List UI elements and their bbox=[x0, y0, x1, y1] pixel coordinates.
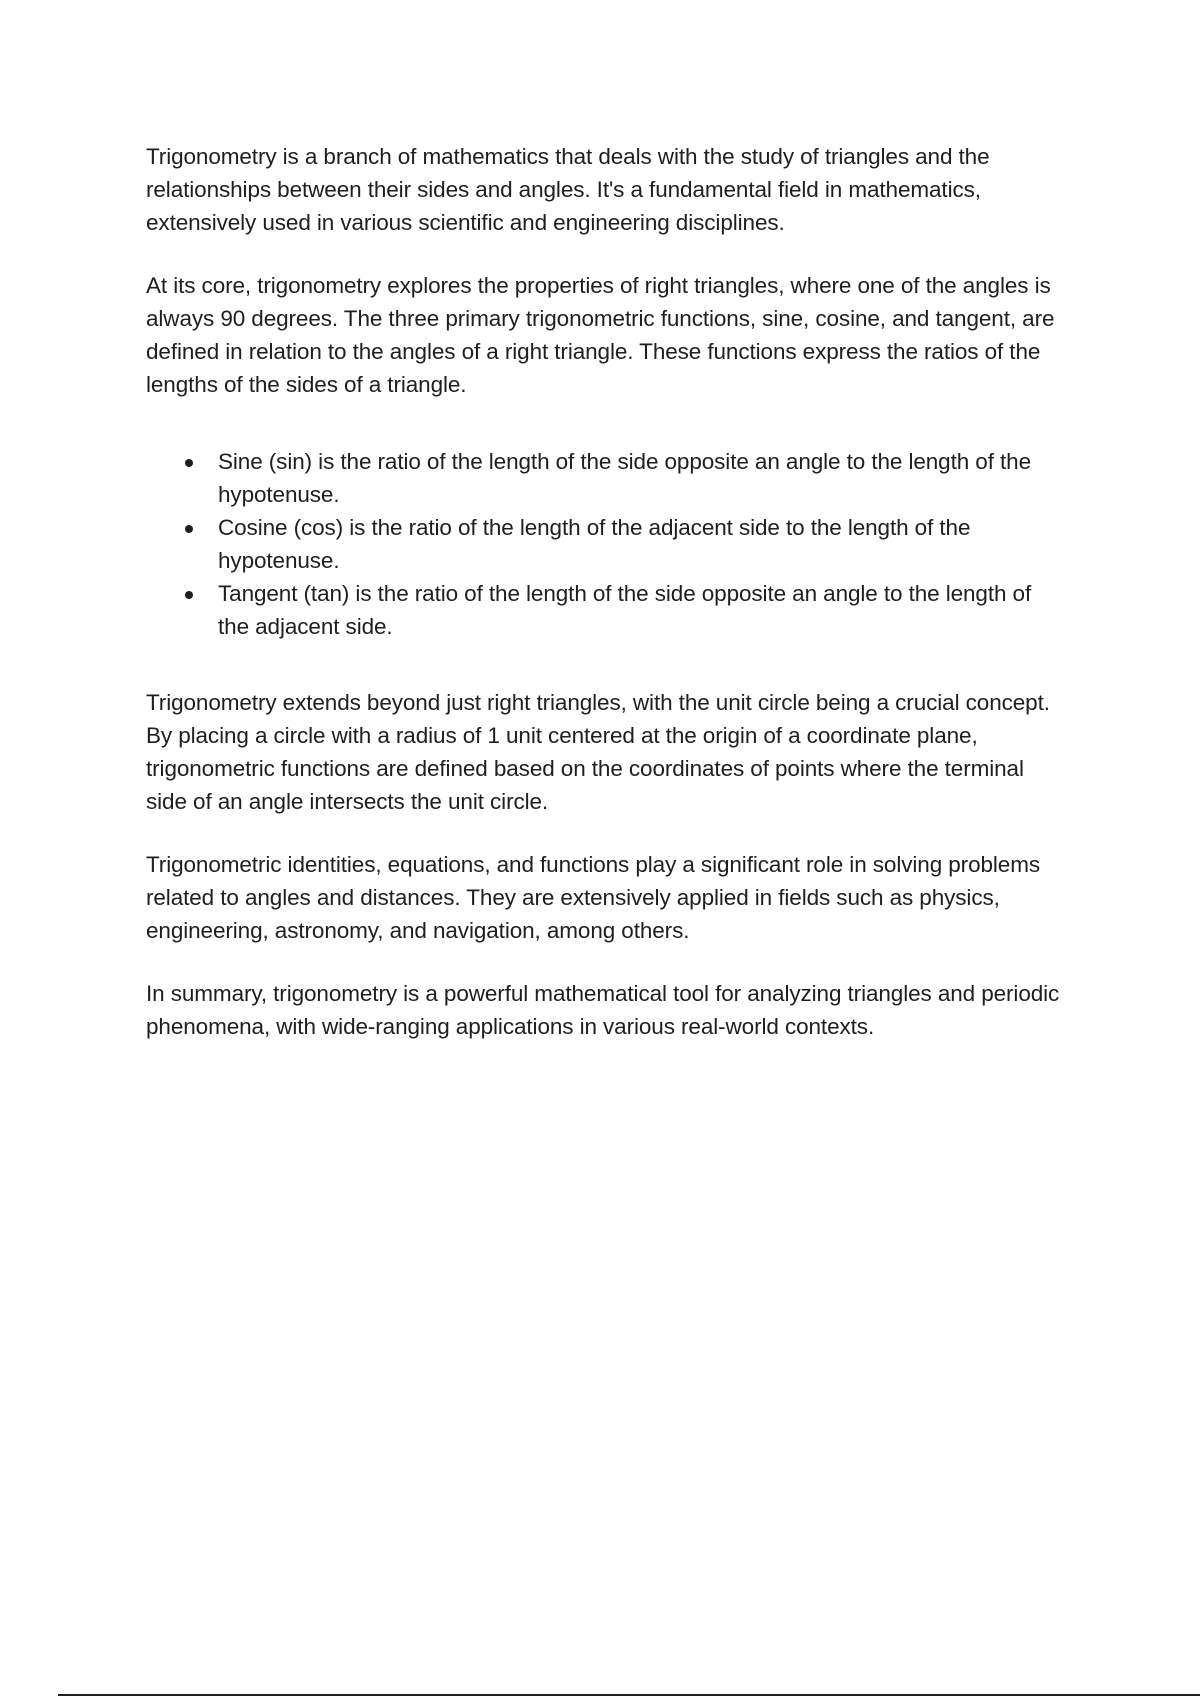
list-item-text: Sine (sin) is the ratio of the length of the side opposite an angle to the length of the hypotenuse. bbox=[218, 449, 1032, 507]
paragraph-identities: Trigonometric identities, equations, and functions play a significant role in solving problems related to angles and distances. They are extensively applied in fields such as physics, engineering, astronomy, and navigation, among others. bbox=[146, 852, 1040, 943]
paragraph-summary: In summary, trigonometry is a powerful mathematical tool for analyzing triangles and periodic phenomena, with wide-ranging applications in various real-world contexts. bbox=[146, 981, 1060, 1039]
paragraph-core: At its core, trigonometry explores the properties of right triangles, where one of the angles is always 90 degrees. The three primary trigonometric functions, sine, cosine, and tangent, are defined in relation to the angles of a right triangle. These functions express the ratios of the lengths of the sides of a triangle. bbox=[146, 273, 1055, 397]
document-page bbox=[146, 140, 1066, 1043]
bullet-icon bbox=[185, 591, 193, 599]
list-item-sine bbox=[218, 445, 1066, 511]
list-item-text: Cosine (cos) is the ratio of the length of the adjacent side to the length of the hypotenuse. bbox=[218, 515, 971, 573]
page-divider bbox=[58, 1694, 1200, 1696]
trig-functions-list bbox=[146, 445, 1066, 643]
list-item-tangent bbox=[218, 577, 1066, 643]
bullet-icon bbox=[185, 459, 193, 467]
bullet-icon bbox=[185, 525, 193, 533]
paragraph-intro: Trigonometry is a branch of mathematics that deals with the study of triangles and the relationships between their sides and angles. It's a fundamental field in mathematics, extensively used in various scientific and engineering disciplines. bbox=[146, 144, 990, 235]
list-item-cosine bbox=[218, 511, 1066, 577]
list-item-text: Tangent (tan) is the ratio of the length of the side opposite an angle to the length of the adjacent side. bbox=[218, 581, 1032, 639]
paragraph-unit-circle: Trigonometry extends beyond just right triangles, with the unit circle being a crucial concept. By placing a circle with a radius of 1 unit centered at the origin of a coordinate plane, trigonometric functions are defined based on the coordinates of points where the terminal side of an angle intersects the unit circle. bbox=[146, 690, 1050, 814]
